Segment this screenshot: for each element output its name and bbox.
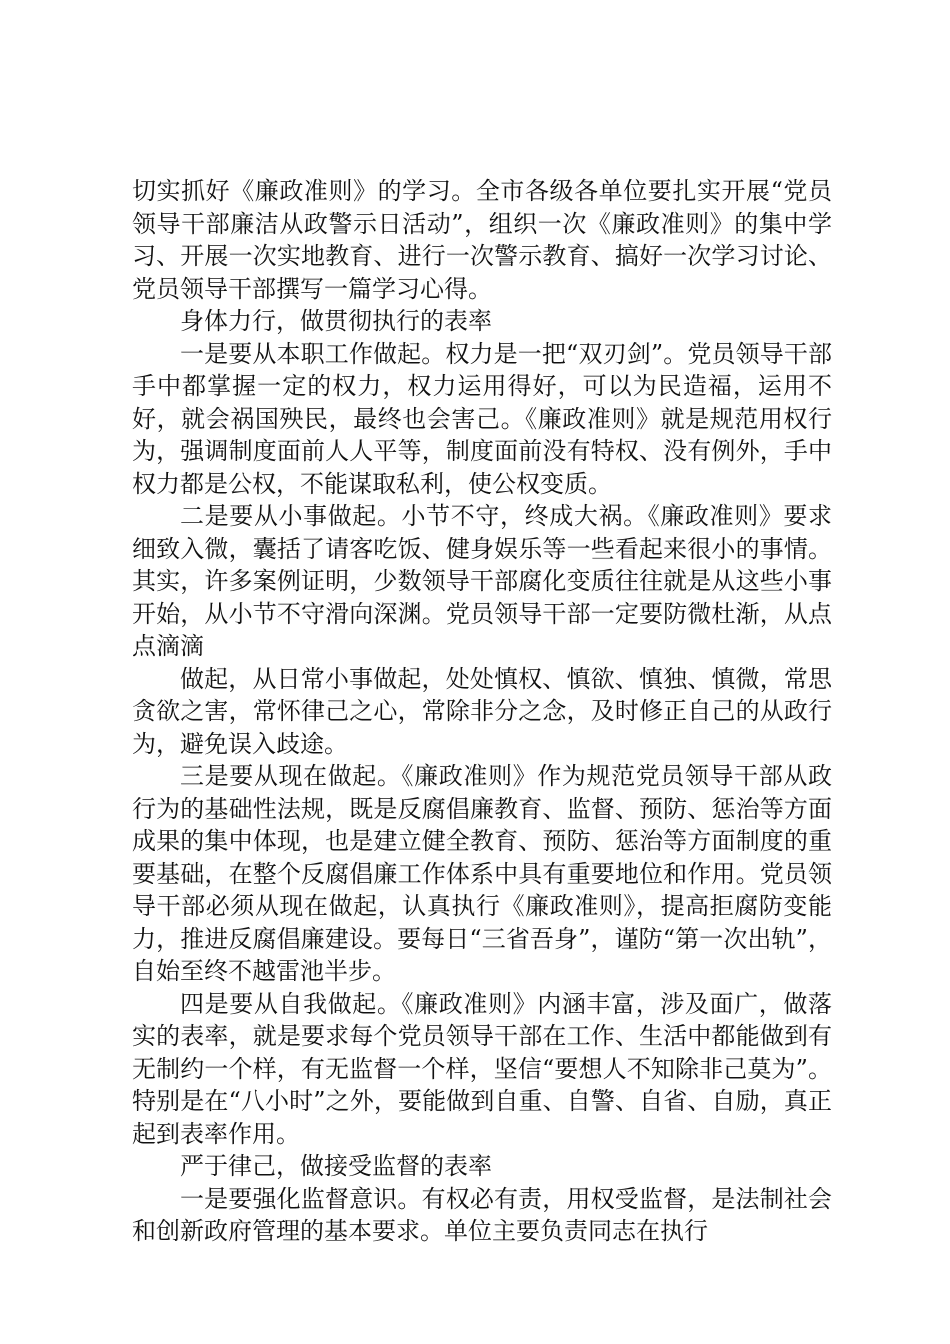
section-heading-accept-supervision: 严于律己，做接受监督的表率 [180,1152,492,1180]
paragraph-start-from-now: 三是要从现在做起。《廉政准则》作为规范党员领导干部从政行为的基础性法规，既是反腐倡廉教育、监督、预防、惩治等方面成果的集中体现，也是建立健全教育、预防、惩治等方面制度的重要基础，在整个反腐倡廉工作体系中具有重要地位和作用。党员领导干部必须从现在做起，认真执行《廉政准则》，提高拒腐防变能力，推进反腐倡廉建设。要每日“三省吾身”，谨防“第一次出轨”，自始至终不越雷池半步。 [132,762,832,985]
paragraph-start-from-daily-matters: 做起，从日常小事做起，处处慎权、慎欲、慎独、慎微，常思贪欲之害，常怀律己之心，常除非分之念，及时修正自己的从政行为，避免误入歧途。 [132,664,832,758]
section-heading-lead-by-example: 身体力行，做贯彻执行的表率 [180,307,492,335]
paragraph-start-from-job: 一是要从本职工作做起。权力是一把“双刃剑”。党员领导干部手中都掌握一定的权力，权力运用得好，可以为民造福，运用不好，就会祸国殃民，最终也会害己。《廉政准则》就是规范用权行为，强调制度面前人人平等，制度面前没有特权、没有例外，手中权力都是公权，不能谋取私利，使公权变质。 [132,339,832,498]
paragraph-study-guidelines: 切实抓好《廉政准则》的学习。全市各级各单位要扎实开展“党员领导干部廉洁从政警示日活动”，组织一次《廉政准则》的集中学习、开展一次实地教育、进行一次警示教育、搞好一次学习讨论、党员领导干部撰写一篇学习心得。 [132,177,832,303]
paragraph-start-from-self: 四是要从自我做起。《廉政准则》内涵丰富，涉及面广，做落实的表率，就是要求每个党员领导干部在工作、生活中都能做到有无制约一个样，有无监督一个样，坚信“要想人不知除非己莫为”。特别是在“八小时”之外，要能做到自重、自警、自省、自励，真正起到表率作用。 [132,989,832,1148]
paragraph-supervision-awareness: 一是要强化监督意识。有权必有责，用权受监督，是法制社会和创新政府管理的基本要求。单位主要负责同志在执行 [132,1184,832,1245]
paragraph-start-from-small-things: 二是要从小事做起。小节不守，终成大祸。《廉政准则》要求细致入微，囊括了请客吃饭、健身娱乐等一些看起来很小的事情。其实，许多案例证明，少数领导干部腐化变质往往就是从这些小事开始，从小节不守滑向深渊。党员领导干部一定要防微杜渐，从点点滴滴 [132,502,832,660]
document-body [132,175,832,1248]
